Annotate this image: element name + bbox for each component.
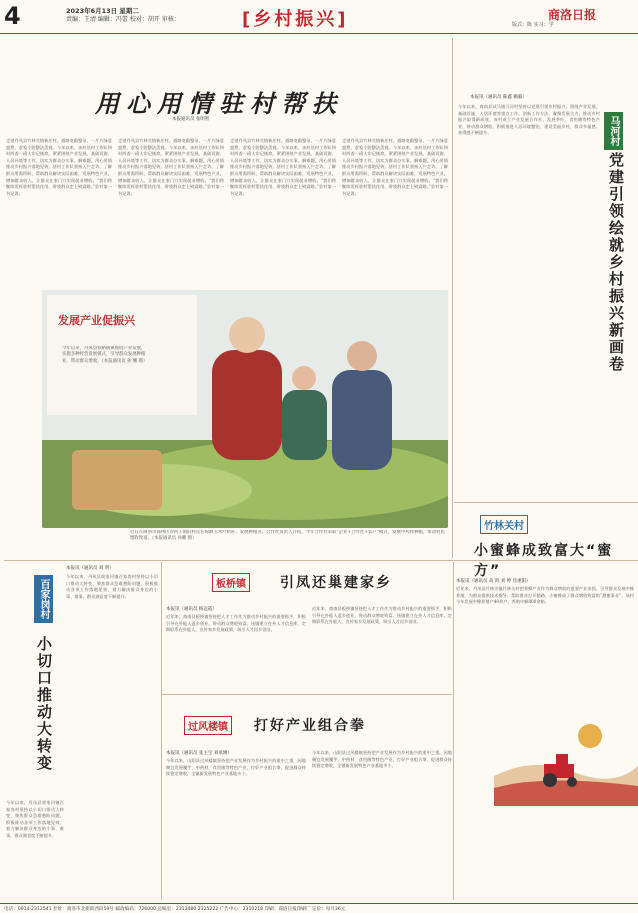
mid2-byline: 本报讯（通讯员 张主宝 刘承刚） — [166, 751, 232, 756]
issue-date: 2023年6月13日 星期二 — [66, 7, 139, 15]
mid2-kicker: 过风楼镇 — [184, 716, 232, 735]
issue-info — [66, 7, 180, 24]
mid2-body-col-1: 今年以来，山阳县过风楼镇坚持把产业发展作为乡村振兴的重中之重，因地制宜发展魔芋、中药材、食用菌等特色产业，打好产业组合拳，促进群众持续稳定增收，全镇新发展特色产业基地多个。 — [166, 758, 306, 777]
tractor-illustration — [494, 716, 638, 806]
lead-body-col-1: 走进丹凤县竹林关镇新庄村，道路宽敞整洁，一片片绿意盎然，农家小院整洁美观。今年以来，该村驻村工作队和村两委一班人牢记使命，紧紧围绕产业发展、基础设施、人居环境等工作，切实为群众办实事、解难题，用心用情推动乡村振兴落地见效。驻村工作队坚持入户走访，了解群众所需所盼，帮助群众解决实际困难，发展特色产业，增加群众收入，让群众在家门口实现就业增收。“我们将继续发挥驻村帮扶作用，带领群众走上致富路。”驻村第一书记说。 — [6, 138, 112, 196]
section-title: [乡村振兴] — [242, 9, 349, 30]
lead-body-col-3: 走进丹凤县竹林关镇新庄村，道路宽敞整洁，一片片绿意盎然，农家小院整洁美观。今年以来，该村驻村工作队和村两委一班人牢记使命，紧紧围绕产业发展、基础设施、人居环境等工作，切实为群众办实事、解难题，用心用情推动乡村振兴落地见效。驻村工作队坚持入户走访，了解群众所需所盼，帮助群众解决实际困难，发展特色产业，增加群众收入，让群众在家门口实现就业增收。“我们将继续发挥驻村帮扶作用，带领群众走上致富路。”驻村第一书记说。 — [230, 138, 336, 196]
divider — [4, 560, 638, 561]
lead-body-col-2: 走进丹凤县竹林关镇新庄村，道路宽敞整洁，一片片绿意盎然，农家小院整洁美观。今年以来，该村驻村工作队和村两委一班人牢记使命，紧紧围绕产业发展、基础设施、人居环境等工作，切实为群众办实事、解难题，用心用情推动乡村振兴落地见效。驻村工作队坚持入户走访，了解群众所需所盼，帮助群众解决实际困难，发展特色产业，增加群众收入，让群众在家门口实现就业增收。“我们将继续发挥驻村帮扶作用，带领群众走上致富路。”驻村第一书记说。 — [118, 138, 224, 196]
mid2-title: 打好产业组合拳 — [254, 718, 366, 734]
column-divider — [161, 562, 162, 900]
left-byline: 本报讯（通讯员 刘 明） — [66, 566, 114, 571]
mid1-body-col-1: 近年来，商南县板桥镇坚持把人才工作作为推动乡村振兴的重要抓手，积极引导在外能人返乡创业，带动群众增收致富。该镇建立在外人才信息库，定期联系在外能人，宣传家乡发展政策，吸引人才回乡创业。 — [166, 614, 306, 633]
bee-byline: 本报讯（通讯员 高 鸿 刘 婷 焦重阳） — [456, 579, 531, 584]
editor-credits: 责编：王清 编辑：冯蕾 校对：胡开 审核： — [66, 16, 180, 23]
mid2-body-col-2: 今年以来，山阳县过风楼镇坚持把产业发展作为乡村振兴的重中之重，因地制宜发展魔芋、中药材、食用菌等特色产业，打好产业组合拳，促进群众持续稳定增收，全镇新发展特色产业基地多个。 — [312, 750, 452, 769]
photo-caption: 近日在商洛市商州区沙河子镇的村民在晾晒玉米叶秸秆、发展种植业。合作社负责人介绍，今年合作社采取“企业+合作社+农户”模式，发展中药材种植，带动村民增收致富。（本报通讯员 孙鹏 摄） — [130, 530, 445, 542]
page-number: 4 — [4, 2, 21, 30]
right-kicker: 马河村 — [604, 112, 623, 150]
column-divider — [453, 562, 454, 900]
column-divider — [452, 38, 453, 558]
mid1-title: 引凤还巢建家乡 — [280, 575, 392, 591]
divider — [162, 694, 452, 695]
bee-kicker: 竹林关村 — [480, 515, 528, 534]
mid1-kicker: 板桥镇 — [212, 573, 250, 592]
right-title: 党建引领绘就乡村振兴新画卷 — [607, 152, 625, 373]
mid1-body-col-2: 近年来，商南县板桥镇坚持把人才工作作为推动乡村振兴的重要抓手，积极引导在外能人返乡创业，带动群众增收致富。该镇建立在外人才信息库，定期联系在外能人，宣传家乡发展政策，吸引人才回乡创业。 — [312, 606, 452, 625]
photo-title: 发展产业促振兴 — [58, 314, 135, 327]
right-body: 今年以来，商南县试马镇马河村坚持以党建引领乡村振兴，围绕产业发展、基础设施、人居环境等重点工作，创新工作方法，凝聚发展合力，推动乡村振兴取得新成效。该村成立产业发展合作社，发展茶叶、食用菌等特色产业，带动群众增收。积极推进人居环境整治，建设美丽乡村，群众幸福感、获得感不断提升。 — [458, 104, 600, 136]
photo-side-caption: 今年以来，丹凤县铁峪铺镇围绕产业发展，实施多种经营发展模式，引导群众发展种植业，带动群众增收。（本报通讯员 孙 鹏 摄） — [62, 346, 148, 364]
page-footer: 电话：0914-2312541 社址：商洛市北新街西段59号 邮政编码：726000 总编室：2313480 2325222 广告中心：2310218 印刷：商洛日报印刷厂 定价：每月36元 — [0, 903, 638, 913]
lead-body-col-4: 走进丹凤县竹林关镇新庄村，道路宽敞整洁，一片片绿意盎然，农家小院整洁美观。今年以来，该村驻村工作队和村两委一班人牢记使命，紧紧围绕产业发展、基础设施、人居环境等工作，切实为群众办实事、解难题，用心用情推动乡村振兴落地见效。驻村工作队坚持入户走访，了解群众所需所盼，帮助群众解决实际困难，发展特色产业，增加群众收入，让群众在家门口实现就业增收。“我们将继续发挥驻村帮扶作用，带领群众走上致富路。”驻村第一书记说。 — [342, 138, 448, 196]
left-kicker: 百家岗村 — [34, 575, 53, 623]
left-body-col: 今年以来，丹凤县庾家河镇百家岗村坚持以小切口推动大转变，聚焦群众急难愁盼问题，积极推动各项工作落地见效，着力解决群众身边的小事、难事，群众满意度不断提升。 — [66, 574, 158, 599]
farm-decoration — [494, 716, 638, 806]
left-body-tail: 今年以来，丹凤县庾家河镇百家岗村坚持以小切口推动大转变，聚焦群众急难愁盼问题，积极推动各项工作落地见效，着力解决群众身边的小事、难事，群众满意度不断提升。 — [6, 800, 64, 838]
right-byline: 本报讯（通讯员 陈鑫 赖毅） — [470, 95, 527, 100]
paper-name: 商洛日报 — [548, 8, 597, 22]
lead-byline: 本报通讯员 张明智 — [172, 117, 210, 122]
lead-title: 用心用情驻村帮扶 — [95, 89, 343, 118]
bee-title: 小蜜蜂成致富大“蜜方” — [474, 543, 614, 579]
divider — [454, 502, 638, 503]
layout-credits: 版式：陈 实习：学 — [512, 22, 554, 28]
page-header — [0, 0, 638, 34]
left-title: 小切口推动大转变 — [35, 636, 53, 772]
bee-body: 近年来，丹凤县竹林关镇竹林关村把养蜂产业作为群众增收的重要产业来抓，引导群众发展中蜂养殖，为群众提供技术指导，帮助群众打开销路，小蜜蜂成了群众增收致富的“甜蜜事业”。该村今年发展中蜂养殖户40余户，养殖中蜂800余箱。 — [456, 586, 634, 605]
mid1-byline: 本报讯（通讯员 杨远霞） — [166, 607, 217, 612]
